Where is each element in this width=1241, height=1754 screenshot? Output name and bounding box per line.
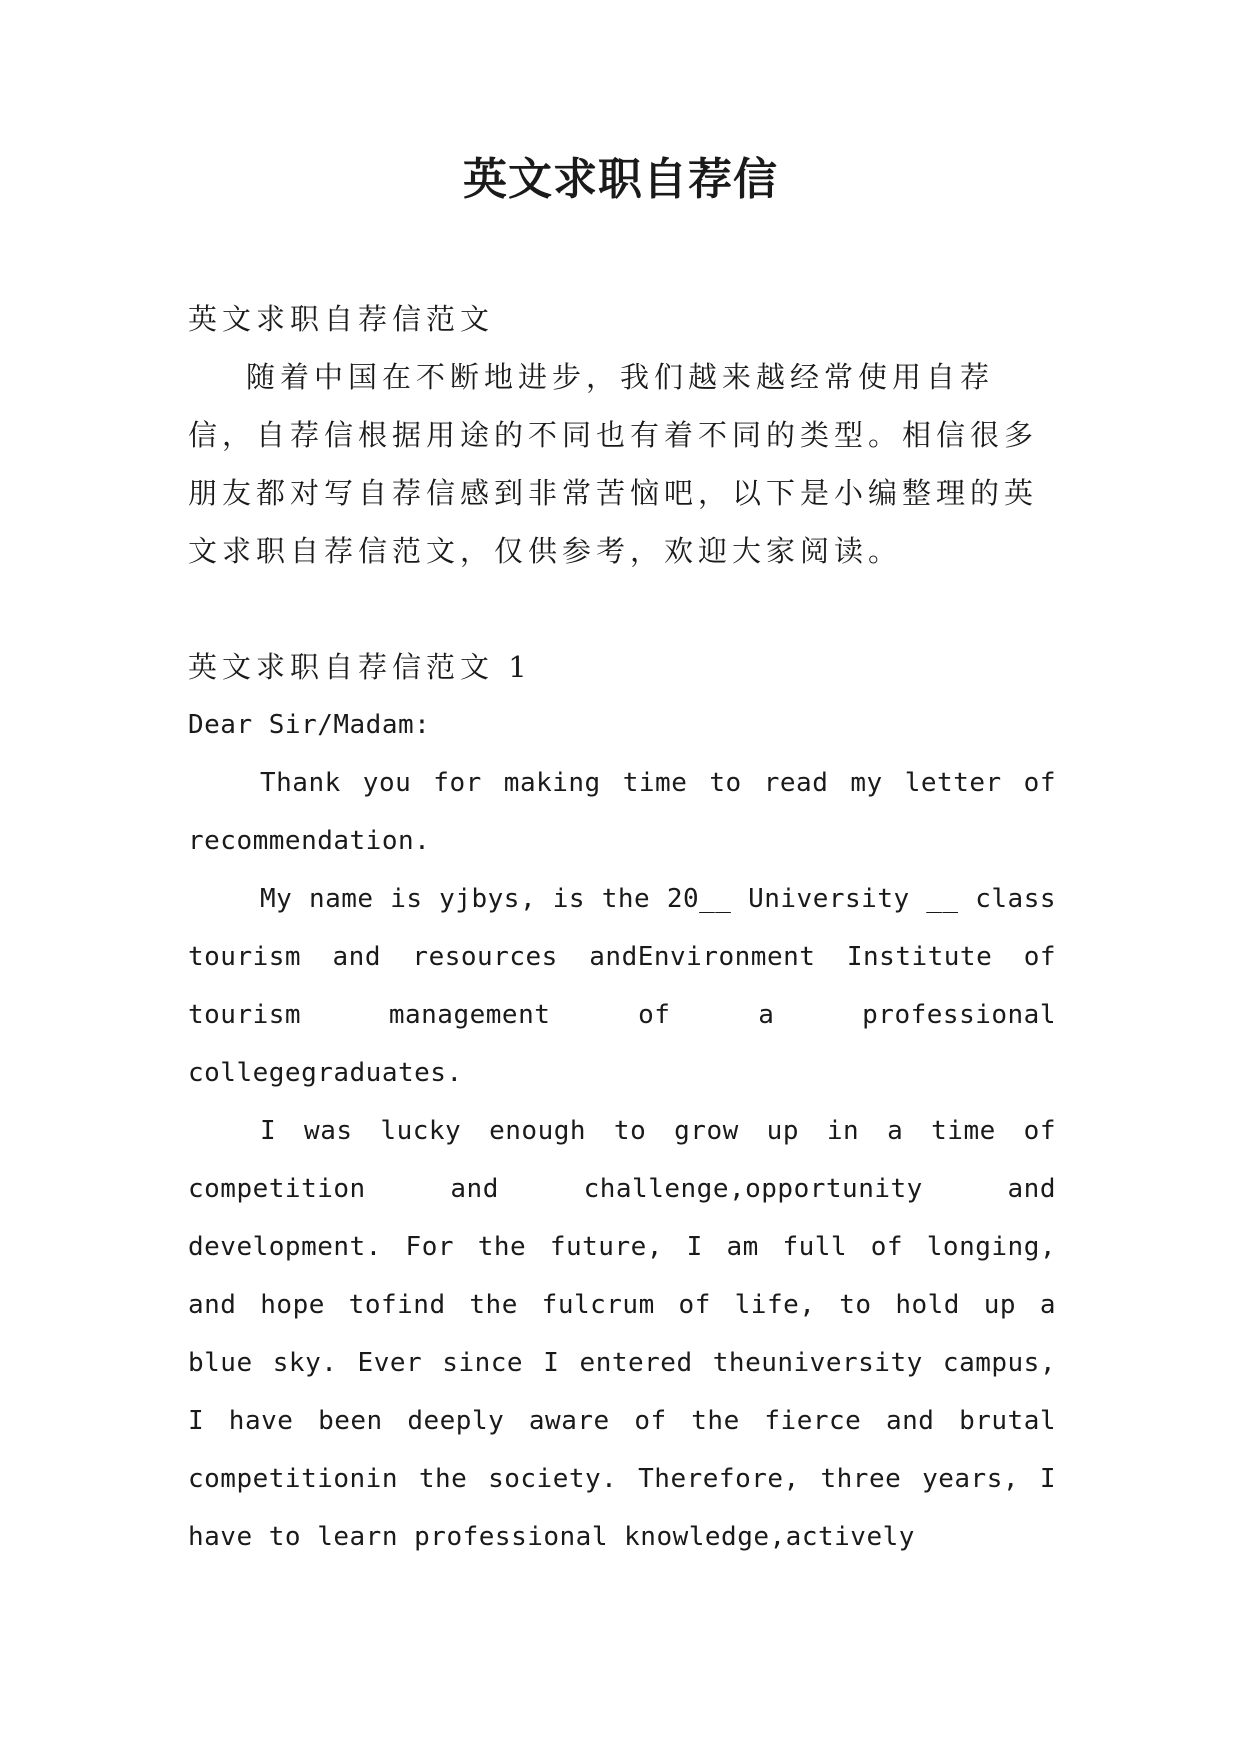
letter-paragraph-1: Thank you for making time to read my letter of recommendation. [188, 768, 1056, 856]
document-title: 英文求职自荐信 [463, 154, 778, 205]
letter-paragraph-3: I was lucky enough to grow up in a time of competition and challenge,opportunity and development. For the future, I am full of longing, and hope tofind the fulcrum of life, to hold up a blue sky. Ever since I entered theuniversity campus, I have been deeply aware of the fierce and brutal competitionin the society. Therefore, three years, I have to learn professional knowledge,actively [188, 1116, 1056, 1552]
spacer [188, 580, 1056, 638]
subtitle: 英文求职自荐信范文 [188, 302, 495, 336]
section-heading: 英文求职自荐信范文 1 [188, 650, 532, 684]
document-body [188, 290, 1056, 1566]
intro-paragraph: 随着中国在不断地进步，我们越来越经常使用自荐信，自荐信根据用途的不同也有着不同的类型。相信很多朋友都对写自荐信感到非常苦恼吧，以下是小编整理的英文求职自荐信范文，仅供参考，欢迎大家阅读。 [188, 360, 1039, 568]
letter-paragraph-2: My name is yjbys, is the 20__ University __ class tourism and resources andEnvironment Institute of tourism management of a professional collegegraduates. [188, 884, 1056, 1088]
salutation: Dear Sir/Madam: [188, 710, 431, 740]
